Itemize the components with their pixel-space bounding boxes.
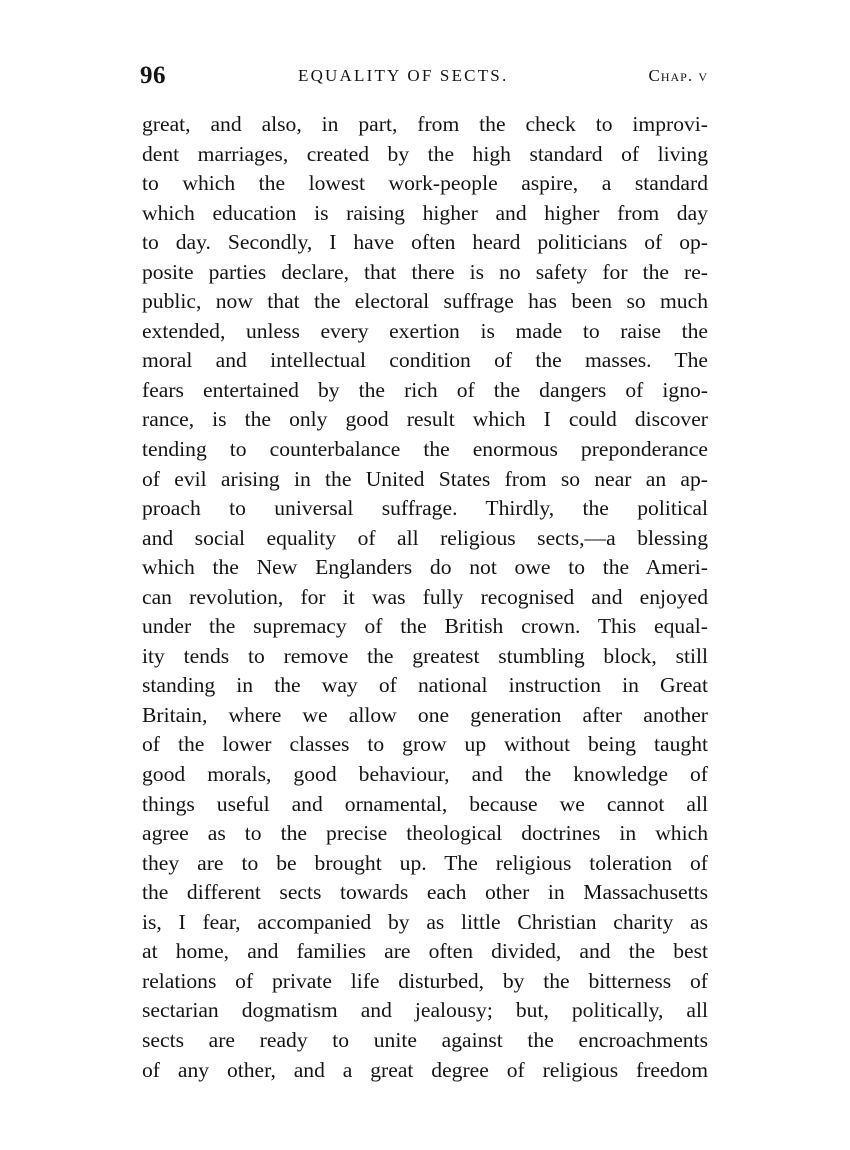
text-line: rance, is the only good result which I could discover <box>142 407 708 432</box>
text-line: things useful and ornamental, because we cannot all <box>142 791 708 816</box>
text-line: of evil arising in the United States from so near an ap- <box>142 466 708 491</box>
text-line: Britain, where we allow one generation after another <box>142 702 708 727</box>
running-head <box>140 62 708 94</box>
text-line: which education is raising higher and higher from day <box>142 200 708 225</box>
text-line: they are to be brought up. The religious toleration of <box>142 850 708 875</box>
running-title: EQUALITY OF SECTS. <box>298 66 509 85</box>
text-line: agree as to the precise theological doctrines in which <box>142 821 708 846</box>
text-line: to day. Secondly, I have often heard politicians of op- <box>142 230 708 255</box>
chapter-reference: Chap. v <box>648 66 708 85</box>
text-line: the different sects towards each other in Massachusetts <box>142 880 708 905</box>
text-line: to which the lowest work-people aspire, a standard <box>142 171 708 196</box>
text-line: relations of private life disturbed, by the bitterness of <box>142 968 708 993</box>
text-line: fears entertained by the rich of the dangers of igno- <box>142 377 708 402</box>
text-line: of the lower classes to grow up without being taught <box>142 732 708 757</box>
text-line: and social equality of all religious sects,—a blessing <box>142 525 708 550</box>
text-line: ity tends to remove the greatest stumbling block, still <box>142 643 708 668</box>
text-line: sects are ready to unite against the encroachments <box>142 1027 708 1052</box>
text-line: moral and intellectual condition of the masses. The <box>142 348 708 373</box>
text-line: sectarian dogmatism and jealousy; but, politically, all <box>142 998 708 1023</box>
text-line: can revolution, for it was fully recognised and enjoyed <box>142 584 708 609</box>
text-line: dent marriages, created by the high standard of living <box>142 141 708 166</box>
text-line: proach to universal suffrage. Thirdly, the political <box>142 496 708 521</box>
text-line: tending to counterbalance the enormous preponderance <box>142 437 708 462</box>
text-line: great, and also, in part, from the check to improvi- <box>142 112 708 136</box>
text-line: standing in the way of national instruction in Great <box>142 673 708 698</box>
text-line: posite parties declare, that there is no safety for the re- <box>142 259 708 284</box>
page-number: 96 <box>140 62 166 89</box>
text-line: at home, and families are often divided, and the best <box>142 939 708 964</box>
text-line: extended, unless every exertion is made to raise the <box>142 318 708 343</box>
body-text <box>142 110 708 1085</box>
text-line: good morals, good behaviour, and the knowledge of <box>142 762 708 787</box>
text-line: public, now that the electoral suffrage has been so much <box>142 289 708 314</box>
text-line: under the supremacy of the British crown. This equal- <box>142 614 708 639</box>
text-line: of any other, and a great degree of religious freedom <box>142 1057 708 1082</box>
text-line: is, I fear, accompanied by as little Christian charity as <box>142 909 708 934</box>
text-line: which the New Englanders do not owe to the Ameri- <box>142 555 708 580</box>
